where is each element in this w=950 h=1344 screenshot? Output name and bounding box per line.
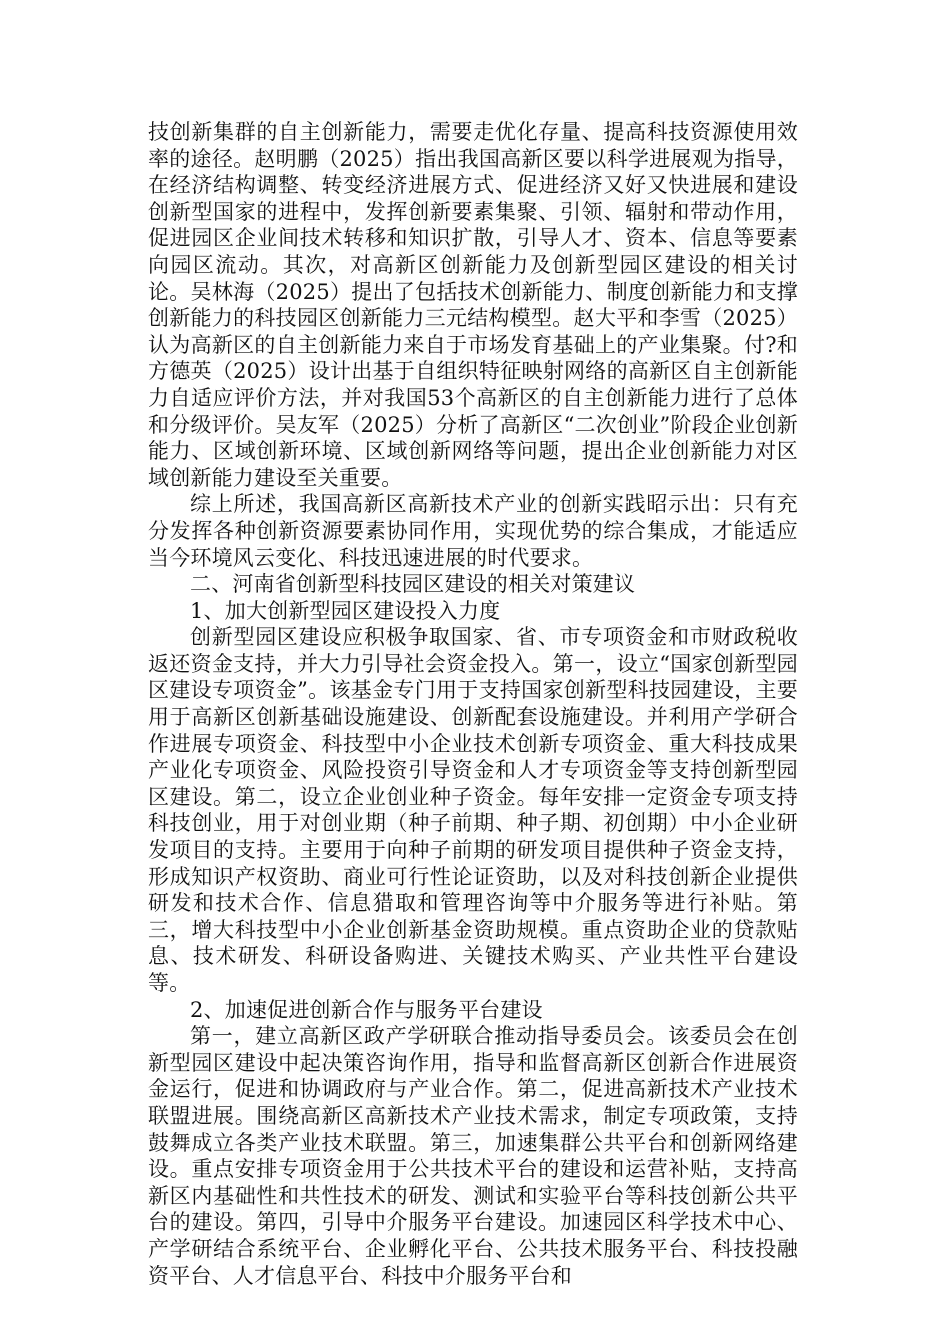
section-heading: 二、河南省创新型科技园区建设的相关对策建议 bbox=[190, 572, 636, 597]
paragraph-investment: 创新型园区建设应积极争取国家、省、市专项资金和市财政税收返还资金支持，并大力引导社会资金投入。第一，设立“国家创新型园区建设专项资金”。该基金专门用于支持国家创新型科技园建设，主要用于高新区创新基础设施建设、创新配套设施建设。并利用产学研合作进展专项资金、科技型中小企业技术创新专项资金、重大科技成果产业化专项资金、风险投资引导资金和人才专项资金等支持创新型园区建设。第二，设立企业创业种子资金。每年安排一定资金专项支持科技创业，用于对创业期（种子前期、种子期、初创期）中小企业研发项目的支持。主要用于向种子前期的研发项目提供种子资金支持，形成知识产权资助、商业可行性论证资助，以及对科技创新企业提供研发和技术合作、信息猎取和管理咨询等中介服务等进行补贴。第三，增大科技型中小企业创新基金资助规模。重点资助企业的贷款贴息、技术研发、科研设备购进、关键技术购买、产业共性平台建设等。 bbox=[148, 625, 798, 995]
paragraph-platform: 第一，建立高新区政产学研联合推动指导委员会。该委员会在创新型园区建设中起决策咨询作用，指导和监督高新区创新合作进展资金运行，促进和协调政府与产业合作。第二，促进高新技术产业技术联盟进展。围绕高新区高新技术产业技术需求，制定专项政策，支持鼓舞成立各类产业技术联盟。第三，加速集群公共平台和创新网络建设。重点安排专项资金用于公共技术平台的建设和运营补贴，支持高新区内基础性和共性技术的研发、测试和实验平台等科技创新公共平台的建设。第四，引导中介服务平台建设。加速园区科学技术中心、产学研结合系统平台、企业孵化平台、公共技术服务平台、科技投融资平台、人才信息平台、科技中介服务平台和 bbox=[148, 1024, 798, 1288]
subsection-heading-2: 2、加速促进创新合作与服务平台建设 bbox=[190, 997, 543, 1022]
paragraph-continuation: 技创新集群的自主创新能力，需要走优化存量、提高科技资源使用效率的途径。赵明鹏（2025）指出我国高新区要以科学进展观为指导，在经济结构调整、转变经济进展方式、促进经济又好又快进展和建设创新型国家的进程中，发挥创新要素集聚、引领、辐射和带动作用，促进园区企业间技术转移和知识扩散，引导人才、资本、信息等要素向园区流动。其次，对高新区创新能力及创新型园区建设的相关讨论。吴林海（2025）提出了包括技术创新能力、制度创新能力和支撑创新能力的科技园区创新能力三元结构模型。赵大平和李雪（2025）认为高新区的自主创新能力来自于市场发育基础上的产业集聚。付?和方德英（2025）设计出基于自组织特征映射网络的高新区自主创新能力自适应评价方法，并对我国53个高新区的自主创新能力进行了总体和分级评价。吴友军（2025）分析了高新区“二次创业”阶段企业创新能力、区域创新环境、区域创新网络等问题，提出企业创新能力对区域创新能力建设至关重要。 bbox=[148, 120, 798, 490]
paragraph-summary: 综上所述，我国高新区高新技术产业的创新实践昭示出：只有充分发挥各种创新资源要素协同作用，实现优势的综合集成，才能适应当今环境风云变化、科技迅速进展的时代要求。 bbox=[148, 492, 798, 570]
document-body bbox=[148, 119, 798, 1289]
subsection-heading-1: 1、加大创新型园区建设投入力度 bbox=[190, 598, 501, 623]
